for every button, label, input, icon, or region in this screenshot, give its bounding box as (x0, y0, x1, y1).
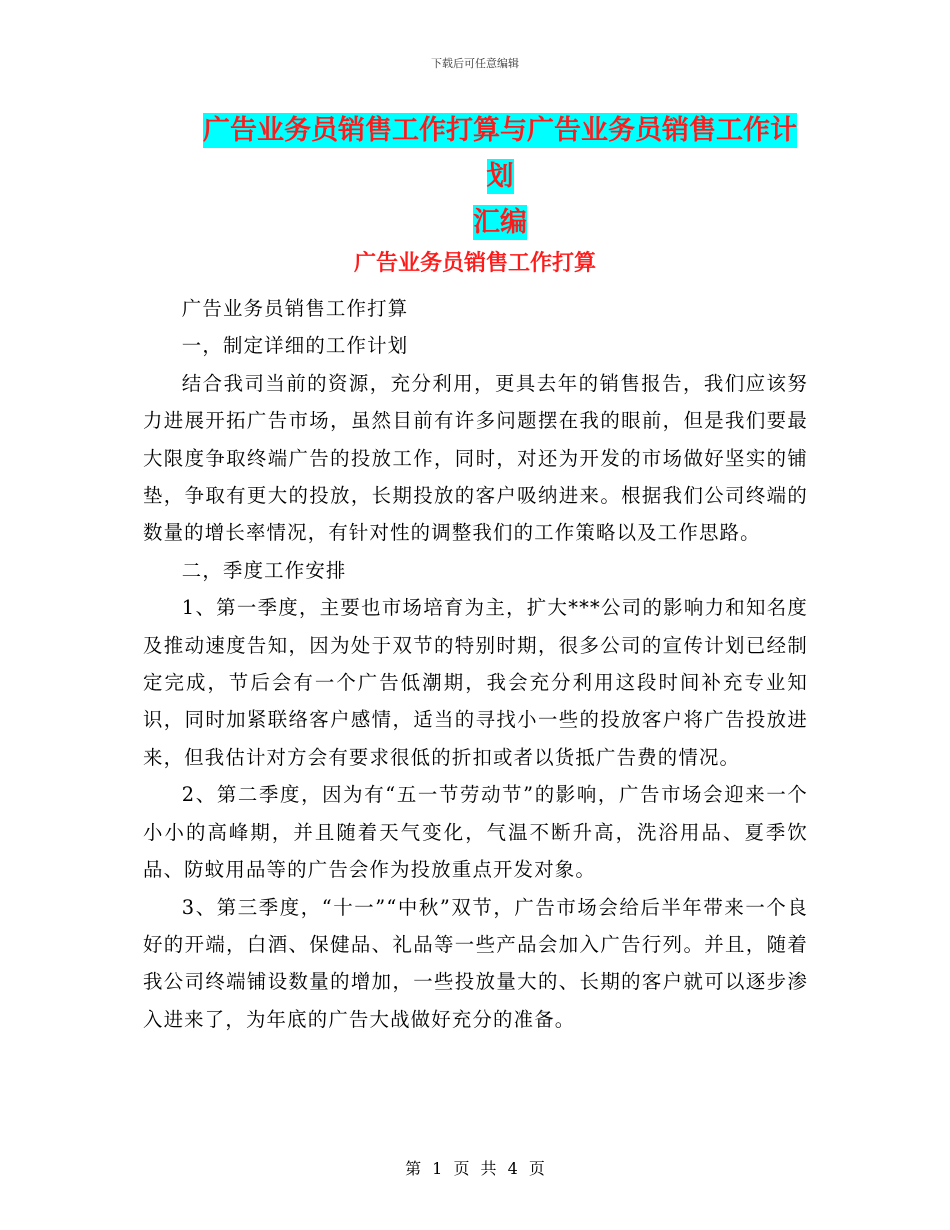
document-title-line-1: 广告业务员销售工作打算与广告业务员销售工作计划 (203, 115, 797, 192)
header-note: 下载后可任意编辑 (431, 57, 519, 70)
paragraph: 二，季度工作安排 (181, 558, 347, 582)
section-title: 广告业务员销售工作打算 (353, 251, 596, 276)
paragraph: 一，制定详细的工作计划 (181, 334, 409, 358)
paragraph: 结合我司当前的资源，充分利用，更具去年的销售报告，我们应该努力进展开拓广告市场，虽然目前有许多问题摆在我的眼前，但是我们要最大限度争取终端广告的投放工作，同时，对还为开发的市场做好坚实的铺垫，争取有更大的投放，长期投放的客户吸纳进来。根据我们公司终端的数量的增长率情况，有针对性的调整我们的工作策略以及工作思路。 (143, 371, 808, 545)
paragraph: 3、第三季度，“十一”“中秋”双节，广告市场会给后半年带来一个良好的开端，白酒、保健品、礼品等一些产品会加入广告行列。并且，随着我公司终端铺设数量的增加，一些投放量大的、长期的客户就可以逐步渗入进来了，为年底的广告大战做好充分的准备。 (143, 895, 808, 1031)
paragraph: 1、第一季度，主要也市场培育为主，扩大***公司的影响力和知名度及推动速度告知，因为处于双节的特别时期，很多公司的宣传计划已经制定完成，节后会有一个广告低潮期，我会充分利用这段时间补充专业知识，同时加紧联络客户感情，适当的寻找小一些的投放客户将广告投放进来，但我估计对方会有要求很低的折扣或者以货抵广告费的情况。 (143, 596, 808, 769)
document-body (143, 290, 808, 1038)
paragraph: 广告业务员销售工作打算 (181, 297, 409, 320)
document-title (190, 108, 810, 246)
page-number: 第 1 页 共 4 页 (405, 1159, 545, 1178)
paragraph: 2、第二季度，因为有“五一节劳动节”的影响，广告市场会迎来一个小小的高峰期，并且随着天气变化，气温不断升高，洗浴用品、夏季饮品、防蚊用品等的广告会作为投放重点开发对象。 (143, 783, 808, 882)
document-title-line-2: 汇编 (473, 207, 527, 238)
